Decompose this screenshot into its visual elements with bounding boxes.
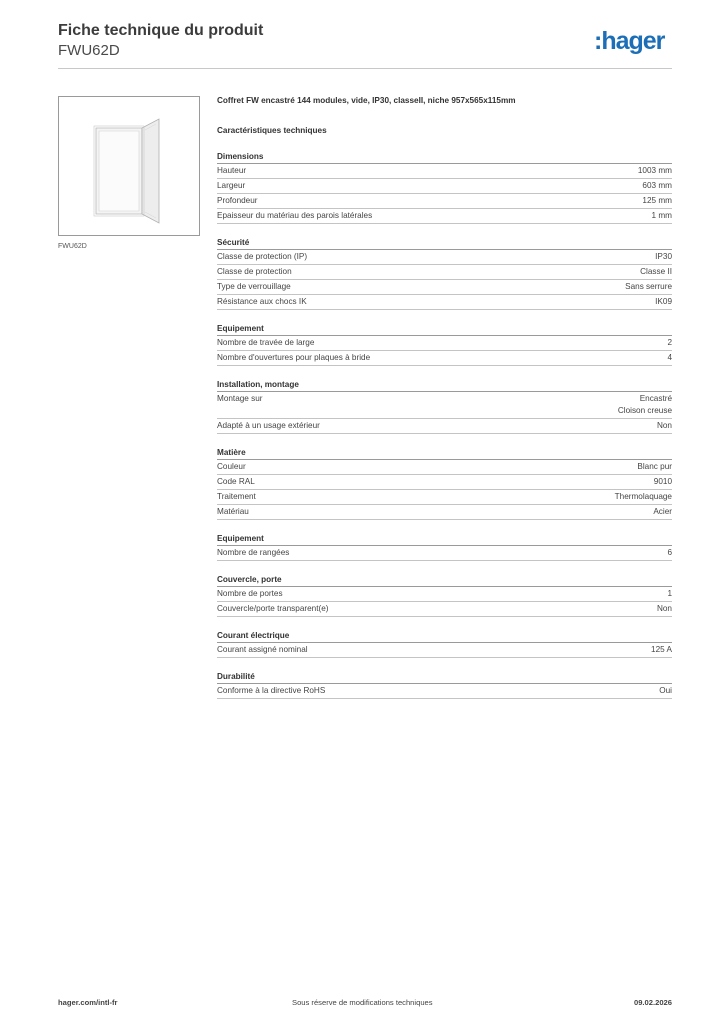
spec-section: [217, 446, 672, 520]
spec-label: Conforme à la directive RoHS: [217, 685, 326, 695]
spec-value: [625, 281, 672, 293]
spec-label: Couleur: [217, 461, 246, 471]
spec-row: [217, 460, 672, 475]
spec-value-line: Classe II: [640, 267, 672, 276]
spec-value: [640, 266, 672, 278]
spec-row: [217, 250, 672, 265]
spec-section: [217, 532, 672, 561]
spec-value: [657, 420, 672, 432]
section-title: Equipement: [217, 322, 672, 336]
spec-section: [217, 629, 672, 658]
spec-value: [667, 337, 672, 349]
product-image: [58, 96, 200, 236]
spec-value: [655, 296, 672, 308]
spec-label: Nombre de rangées: [217, 547, 290, 557]
spec-row: [217, 546, 672, 561]
spec-value-line: 2: [667, 338, 672, 347]
spec-value-line: 4: [667, 353, 672, 362]
spec-value-line: Sans serrure: [625, 282, 672, 291]
spec-value-line: Cloison creuse: [617, 405, 672, 415]
spec-label: Courant assigné nominal: [217, 644, 308, 654]
spec-value: [657, 603, 672, 615]
section-title: Courant électrique: [217, 629, 672, 643]
spec-value-line: Non: [656, 420, 672, 430]
spec-value-line: 125 mm: [642, 196, 672, 205]
spec-label: Nombre d'ouvertures pour plaques à bride: [217, 353, 371, 362]
spec-value: [655, 251, 672, 263]
spec-sections: [217, 150, 672, 699]
characteristics-title: Caractéristiques techniques: [217, 126, 327, 135]
spec-row: [217, 505, 672, 520]
spec-value: [638, 165, 672, 177]
product-description: Coffret FW encastré 144 modules, vide, IP30, classeII, niche 957x565x115mm: [217, 96, 516, 105]
spec-row: [217, 265, 672, 280]
spec-value: [667, 588, 672, 600]
spec-value: [615, 491, 672, 503]
spec-value-line: 9010: [653, 476, 672, 486]
spec-value-line: 1 mm: [651, 211, 672, 220]
spec-value-line: Thermolaquage: [614, 491, 672, 501]
spec-section: [217, 322, 672, 366]
spec-value: [637, 461, 672, 473]
spec-label: Nombre de travée de large: [217, 338, 315, 347]
spec-row: [217, 684, 672, 699]
page-header: [58, 22, 263, 60]
page-title: Fiche technique du produit: [58, 22, 264, 39]
spec-label: Couvercle/porte transparent(e): [217, 603, 329, 613]
svg-text::hager: :hager: [594, 27, 665, 55]
spec-label: Type de verrouillage: [217, 282, 291, 291]
spec-value: [642, 180, 672, 192]
spec-value: [653, 506, 672, 518]
spec-section: [217, 378, 672, 434]
spec-value-line: Acier: [653, 506, 672, 516]
spec-section: [217, 150, 672, 224]
spec-section: [217, 670, 672, 699]
spec-section: [217, 573, 672, 617]
header-divider: [58, 68, 672, 69]
spec-row: [217, 179, 672, 194]
spec-row: [217, 587, 672, 602]
spec-value-line: 125 A: [651, 644, 672, 654]
spec-value: [651, 644, 672, 656]
section-title: Equipement: [217, 532, 672, 546]
spec-value: [667, 352, 672, 364]
footer-disclaimer: Sous réserve de modifications techniques: [292, 998, 433, 1007]
spec-label: Classe de protection (IP): [217, 252, 308, 261]
spec-row: [217, 209, 672, 224]
spec-value-line: 1: [667, 588, 672, 598]
spec-value: [654, 476, 672, 488]
spec-label: Largeur: [217, 181, 246, 190]
spec-row: [217, 643, 672, 658]
spec-label: Traitement: [217, 491, 256, 501]
spec-label: Classe de protection: [217, 267, 292, 276]
footer-website: hager.com/intl-fr: [58, 998, 118, 1007]
spec-value: [659, 685, 672, 697]
spec-label: Hauteur: [217, 166, 247, 175]
spec-label: Epaisseur du matériau des parois latérales: [217, 211, 373, 220]
hager-logo: [594, 27, 674, 57]
spec-row: [217, 351, 672, 366]
spec-value-line: IK09: [655, 297, 672, 306]
section-title: Matière: [217, 446, 672, 460]
section-title: Sécurité: [217, 236, 672, 250]
spec-row: [217, 194, 672, 209]
spec-row: [217, 602, 672, 617]
spec-value-line: Blanc pur: [637, 461, 672, 471]
spec-value-line: IP30: [655, 252, 672, 261]
spec-content: [217, 94, 672, 699]
spec-row: [217, 475, 672, 490]
spec-row: [217, 419, 672, 434]
spec-value-line: 1003 mm: [637, 166, 672, 175]
spec-value: [667, 547, 672, 559]
spec-value: [652, 210, 672, 222]
spec-row: [217, 280, 672, 295]
spec-row: [217, 392, 672, 419]
spec-value: [642, 195, 672, 207]
image-caption: FWU62D: [58, 243, 87, 250]
section-title: Installation, montage: [217, 378, 672, 392]
spec-value-line: Oui: [659, 685, 672, 695]
spec-label: Code RAL: [217, 476, 255, 486]
section-title: Durabilité: [217, 670, 672, 684]
section-title: Couvercle, porte: [217, 573, 672, 587]
spec-row: [217, 164, 672, 179]
spec-value: [618, 393, 672, 416]
spec-label: Adapté à un usage extérieur: [217, 420, 320, 430]
spec-value-line: Non: [656, 603, 672, 613]
spec-value-line: 603 mm: [642, 181, 672, 190]
spec-label: Profondeur: [217, 196, 258, 205]
spec-section: [217, 236, 672, 310]
product-reference: FWU62D: [58, 42, 120, 59]
section-title: Dimensions: [217, 150, 672, 164]
spec-value-line: 6: [667, 547, 672, 557]
spec-row: [217, 490, 672, 505]
spec-label: Montage sur: [217, 394, 263, 403]
spec-value-line: Encastré: [639, 394, 672, 403]
spec-label: Nombre de portes: [217, 588, 283, 598]
spec-label: Résistance aux chocs IK: [217, 297, 307, 306]
footer-date: 09.02.2026: [633, 998, 672, 1007]
spec-row: [217, 295, 672, 310]
spec-label: Matériau: [217, 506, 249, 516]
spec-row: [217, 336, 672, 351]
